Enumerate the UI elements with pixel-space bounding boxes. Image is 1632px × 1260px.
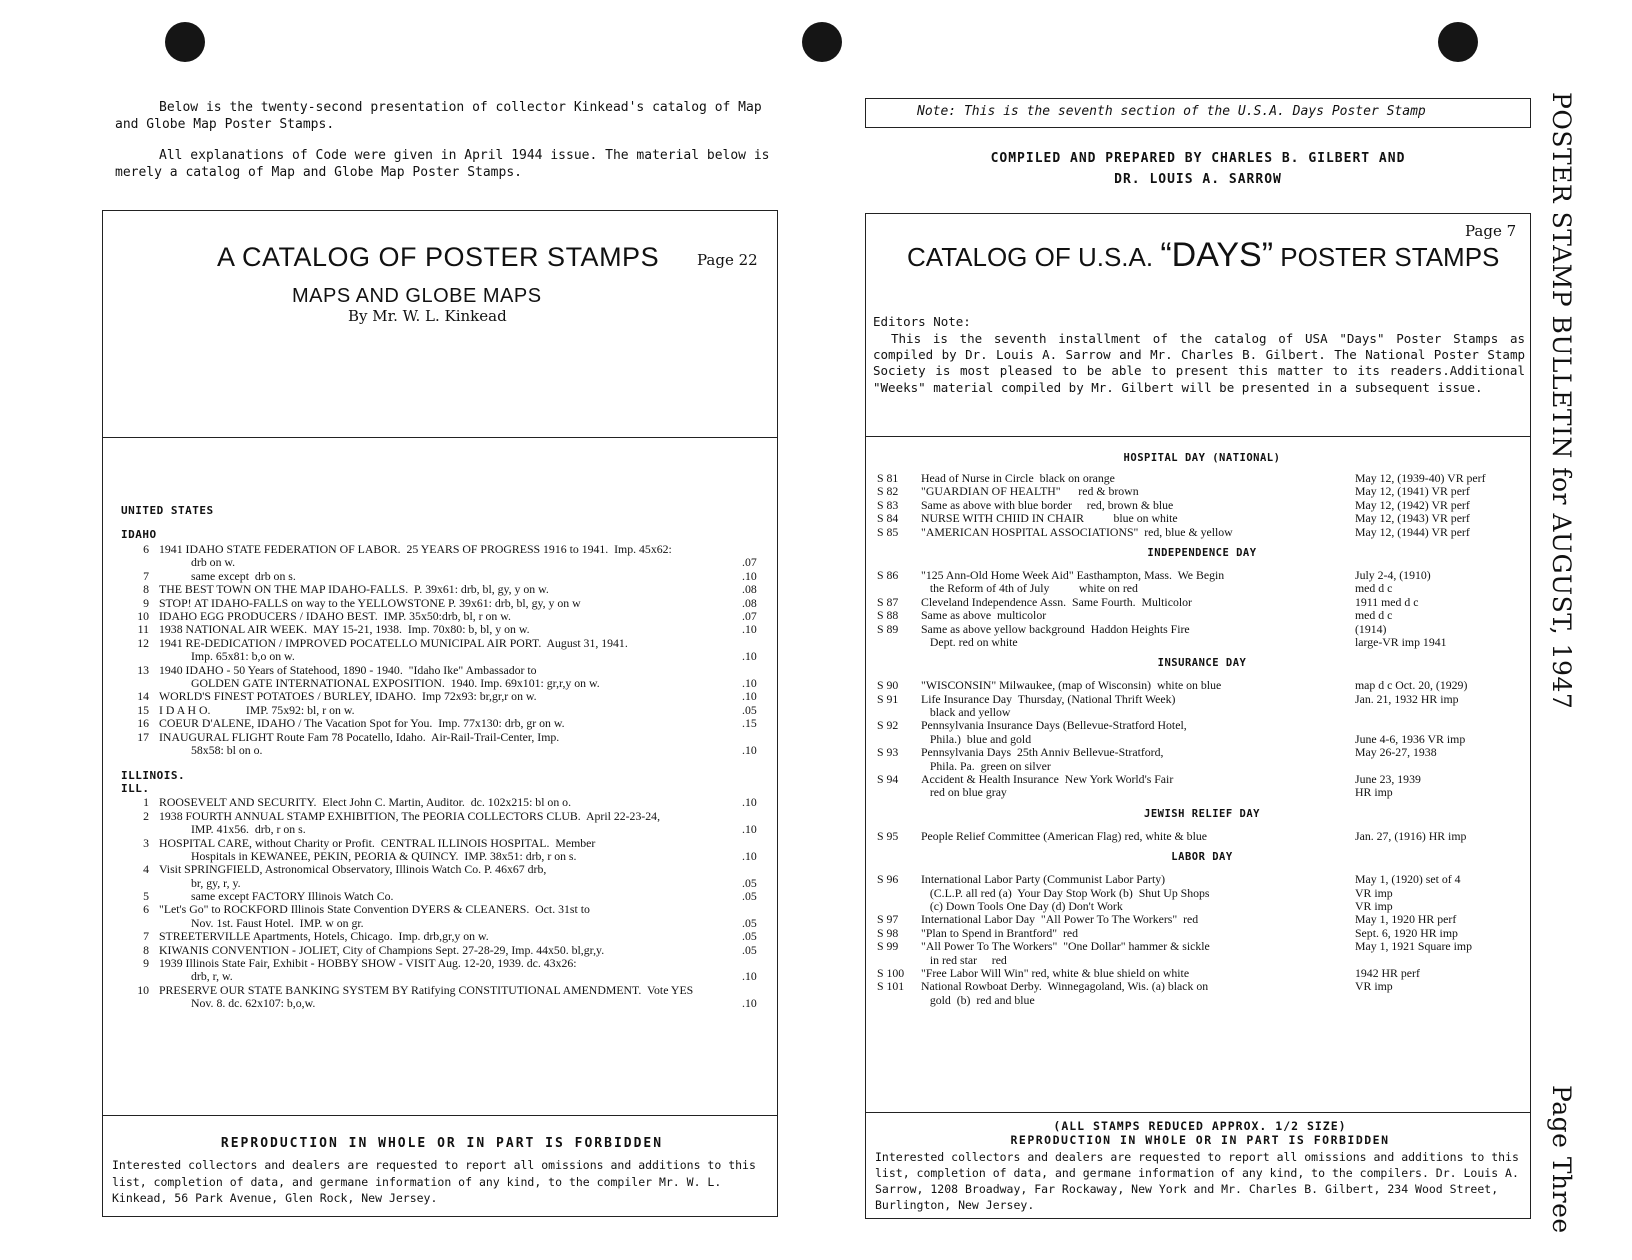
stamp-entry bbox=[877, 596, 1527, 609]
stamp-date-format: large-VR imp 1941 bbox=[1355, 634, 1447, 649]
stamp-number: S 84 bbox=[877, 511, 899, 526]
right-footer bbox=[875, 1119, 1525, 1213]
stamp-entry bbox=[877, 499, 1527, 512]
catalog-entry bbox=[121, 623, 766, 636]
stamp-description: Pennsylvania Insurance Days (Bellevue-Stratford Hotel, bbox=[921, 718, 1187, 733]
country-heading: UNITED STATES bbox=[121, 504, 214, 517]
stamp-description: International Labor Party (Communist Labor Party) bbox=[921, 872, 1166, 887]
stamp-entry bbox=[877, 994, 1527, 1007]
stamp-description: (C.L.P. all red (a) Your Day Stop Work (b) Shut Up Shops bbox=[921, 885, 1210, 900]
stamp-description: gold (b) red and blue bbox=[921, 992, 1035, 1007]
days-section-heading: JEWISH RELIEF DAY bbox=[1144, 807, 1260, 820]
stamp-date-format: May 1, 1921 Square imp bbox=[1355, 939, 1472, 954]
stamp-entry bbox=[877, 733, 1527, 746]
stamp-entry bbox=[877, 719, 1527, 732]
stamp-date-format: May 1, (1920) set of 4 bbox=[1355, 872, 1461, 887]
entry-number: 17 bbox=[137, 729, 149, 744]
entry-text: WORLD'S FINEST POTATOES / BURLEY, IDAHO. Imp 72x93: br,gr,r on w. bbox=[159, 689, 537, 704]
stamp-date-format: VR imp bbox=[1355, 885, 1393, 900]
stamp-description: "GUARDIAN OF HEALTH" red & brown bbox=[921, 484, 1139, 499]
punch-hole-right bbox=[1438, 22, 1478, 62]
title-part-poster-stamps: POSTER STAMPS bbox=[1280, 242, 1500, 272]
stamp-description: National Rowboat Derby. Winnegagoland, Wis. (a) black on bbox=[921, 979, 1209, 994]
stamp-number: S 86 bbox=[877, 567, 899, 582]
left-header-divider bbox=[102, 437, 778, 438]
entry-price: .10 bbox=[742, 969, 757, 984]
section-heading-illinois: ILLINOIS. bbox=[121, 769, 186, 783]
entry-number: 5 bbox=[143, 889, 149, 904]
entry-text: Imp. 65x81: b,o on w. bbox=[191, 649, 295, 664]
entry-price: .08 bbox=[742, 582, 757, 597]
stamp-number: S 82 bbox=[877, 484, 899, 499]
entry-price: .05 bbox=[742, 942, 757, 957]
stamp-description: Same as above yellow background Haddon Heights Fire bbox=[921, 621, 1190, 636]
stamp-entry bbox=[877, 900, 1527, 913]
stamp-date-format: 1911 med d c bbox=[1355, 594, 1419, 609]
entry-text: 1941 IDAHO STATE FEDERATION OF LABOR. 25 YEARS OF PROGRESS 1916 to 1941. Imp. 45x62: bbox=[159, 542, 672, 556]
section-abbr-illinois: ILL. bbox=[121, 782, 150, 796]
intro-paragraph-2: All explanations of Code were given in April 1944 issue. The material below is merely a catalog of Map and Globe Map Poster Stamps. bbox=[115, 148, 770, 180]
left-catalog-title: A CATALOG OF POSTER STAMPS bbox=[217, 242, 660, 272]
entry-text: THE BEST TOWN ON THE MAP IDAHO-FALLS. P. 39x61: drb, bl, gy, y on w. bbox=[159, 582, 549, 597]
illinois-entries bbox=[121, 796, 766, 1010]
entry-price: .10 bbox=[742, 822, 757, 837]
entry-price: .05 bbox=[742, 875, 757, 890]
entry-text: GOLDEN GATE INTERNATIONAL EXPOSITION. 1940. Imp. 69x101: gr,r,y on w. bbox=[191, 675, 600, 690]
stamp-date-format: med d c bbox=[1355, 608, 1393, 623]
catalog-entry bbox=[121, 944, 766, 957]
catalog-entry bbox=[121, 863, 766, 890]
bulletin-masthead: POSTER STAMP BULLETIN for AUGUST, 1947 bbox=[1547, 92, 1576, 710]
stamp-description: red on blue gray bbox=[921, 785, 1007, 800]
stamp-entry bbox=[877, 609, 1527, 622]
entry-text: Nov. 8. dc. 62x107: b,o,w. bbox=[191, 996, 316, 1011]
stamp-entry bbox=[877, 746, 1527, 759]
stamp-entry bbox=[877, 927, 1527, 940]
entry-number: 7 bbox=[143, 568, 149, 583]
stamp-number: S 87 bbox=[877, 594, 899, 609]
left-footer-title: REPRODUCTION IN WHOLE OR IN PART IS FORBIDDEN bbox=[220, 1136, 664, 1151]
right-footer-title: REPRODUCTION IN WHOLE OR IN PART IS FORBIDDEN bbox=[1010, 1133, 1390, 1147]
catalog-entry bbox=[121, 984, 766, 1011]
stamp-description: "WISCONSIN" Milwaukee, (map of Wisconsin) white on blue bbox=[921, 678, 1222, 693]
stamp-entry bbox=[877, 472, 1527, 485]
stamp-date-format: July 2-4, (1910) bbox=[1355, 567, 1431, 582]
entry-text: drb on w. bbox=[191, 555, 236, 570]
right-header-divider bbox=[865, 436, 1531, 437]
entry-price: .10 bbox=[742, 568, 757, 583]
stamp-entry bbox=[877, 623, 1527, 636]
stamp-entry bbox=[877, 512, 1527, 525]
right-listing bbox=[877, 452, 1527, 1007]
entry-number: 16 bbox=[137, 716, 149, 731]
stamp-date-format: June 23, 1939 bbox=[1355, 772, 1421, 787]
stamp-description: Accident & Health Insurance New York World's Fair bbox=[921, 772, 1174, 787]
right-note: Note: This is the seventh section of the U.S.A. Days Poster Stamp bbox=[917, 104, 1426, 119]
catalog-entry bbox=[121, 957, 766, 984]
stamp-date-format: May 12, (1941) VR perf bbox=[1355, 484, 1470, 499]
entry-text: COEUR D'ALENE, IDAHO / The Vacation Spot for You. Imp. 77x130: drb, gr on w. bbox=[159, 716, 565, 731]
right-page-number: Page 7 bbox=[1465, 222, 1517, 240]
entry-text: 1939 Illinois State Fair, Exhibit - HOBBY SHOW - VISIT Aug. 12-20, 1939. dc. 43x26: bbox=[159, 956, 577, 971]
stamp-date-format: med d c bbox=[1355, 581, 1393, 596]
entry-price: .10 bbox=[742, 996, 757, 1011]
entry-price: .07 bbox=[742, 555, 757, 570]
reduced-size-note: (ALL STAMPS REDUCED APPROX. 1/2 SIZE) bbox=[1053, 1119, 1347, 1133]
stamp-description: Dept. red on white bbox=[921, 634, 1018, 649]
entry-price: .10 bbox=[742, 742, 757, 757]
stamp-entry bbox=[877, 706, 1527, 719]
stamp-description: black and yellow bbox=[921, 705, 1011, 720]
entry-text: ROOSEVELT AND SECURITY. Elect John C. Martin, Auditor. dc. 102x215: bl on o. bbox=[159, 795, 572, 810]
entry-price: .15 bbox=[742, 716, 757, 731]
stamp-description: "125 Ann-Old Home Week Aid" Easthampton, Mass. We Begin bbox=[921, 567, 1225, 582]
stamp-description: People Relief Committee (American Flag) red, white & blue bbox=[921, 828, 1207, 843]
stamp-number: S 95 bbox=[877, 828, 899, 843]
entry-text: 1941 RE-DEDICATION / IMPROVED POCATELLO MUNICIPAL AIR PORT. August 31, 1941. bbox=[159, 635, 628, 650]
entry-price: .10 bbox=[742, 795, 757, 810]
stamp-date-format: HR imp bbox=[1355, 785, 1393, 800]
stamp-number: S 92 bbox=[877, 718, 899, 733]
stamp-description: "All Power To The Workers" "One Dollar" hammer & sickle bbox=[921, 939, 1210, 954]
entry-text: 58x58: bl on o. bbox=[191, 742, 263, 757]
stamp-entry bbox=[877, 636, 1527, 649]
stamp-number: S 93 bbox=[877, 745, 899, 760]
entry-number: 8 bbox=[143, 942, 149, 957]
stamp-entry bbox=[877, 693, 1527, 706]
stamp-date-format: 1942 HR perf bbox=[1355, 965, 1420, 980]
entry-text: drb, r, w. bbox=[191, 969, 233, 984]
entry-text: 1940 IDAHO - 50 Years of Statehood, 1890 - 1940. "Idaho Ike" Ambassador to bbox=[159, 662, 537, 677]
entry-price: .10 bbox=[742, 649, 757, 664]
stamp-entry bbox=[877, 569, 1527, 582]
title-part-days: “DAYS” bbox=[1160, 236, 1274, 274]
entry-text: PRESERVE OUR STATE BANKING SYSTEM BY Ratifying CONSTITUTIONAL AMENDMENT. Vote YES bbox=[159, 982, 694, 997]
entry-number: 9 bbox=[143, 595, 149, 610]
entry-text: Nov. 1st. Faust Hotel. IMP. w on gr. bbox=[191, 915, 364, 930]
entry-number: 12 bbox=[137, 635, 149, 650]
stamp-number: S 83 bbox=[877, 497, 899, 512]
entry-text: 1938 FOURTH ANNUAL STAMP EXHIBITION, The PEORIA COLLECTORS CLUB. April 22-23-24, bbox=[159, 808, 661, 823]
stamp-entry bbox=[877, 773, 1527, 786]
stamp-number: S 90 bbox=[877, 678, 899, 693]
entry-price: .10 bbox=[742, 675, 757, 690]
entry-text: HOSPITAL CARE, without Charity or Profit. CENTRAL ILLINOIS HOSPITAL. Member bbox=[159, 835, 596, 850]
entry-text: "Let's Go" to ROCKFORD Illinois State Convention DYERS & CLEANERS. Oct. 31st to bbox=[159, 902, 590, 917]
stamp-entry bbox=[877, 873, 1527, 886]
entry-number: 3 bbox=[143, 835, 149, 850]
entry-number: 7 bbox=[143, 929, 149, 944]
title-part-catalog: CATALOG OF U.S.A. bbox=[907, 242, 1154, 272]
stamp-number: S 99 bbox=[877, 939, 899, 954]
entry-number: 11 bbox=[137, 622, 149, 637]
stamp-description: Same as above multicolor bbox=[921, 608, 1047, 623]
entry-price: .05 bbox=[742, 889, 757, 904]
stamp-description: in red star red bbox=[921, 952, 1007, 967]
entry-number: 6 bbox=[143, 542, 149, 556]
stamp-number: S 88 bbox=[877, 608, 899, 623]
stamp-number: S 100 bbox=[877, 965, 905, 980]
stamp-entry bbox=[877, 940, 1527, 953]
stamp-description: "AMERICAN HOSPITAL ASSOCIATIONS" red, blue & yellow bbox=[921, 524, 1233, 539]
days-section-heading: HOSPITAL DAY (NATIONAL) bbox=[1123, 452, 1281, 464]
days-section-heading: LABOR DAY bbox=[1171, 851, 1233, 864]
left-footer-divider bbox=[102, 1115, 778, 1116]
stamp-entry bbox=[877, 760, 1527, 773]
catalog-entry bbox=[121, 717, 766, 730]
entry-price: .05 bbox=[742, 702, 757, 717]
left-intro bbox=[115, 99, 775, 195]
stamp-number: S 81 bbox=[877, 471, 899, 485]
stamp-entry bbox=[877, 582, 1527, 595]
entry-text: Visit SPRINGFIELD, Astronomical Observatory, Illinois Watch Co. P. 46x67 drb, bbox=[159, 862, 547, 877]
entry-text: same except FACTORY Illinois Watch Co. bbox=[191, 889, 394, 904]
stamp-description: Head of Nurse in Circle black on orange bbox=[921, 471, 1115, 485]
stamp-date-format: May 12, (1942) VR perf bbox=[1355, 497, 1470, 512]
stamp-description: Same as above with blue border red, brown & blue bbox=[921, 497, 1174, 512]
catalog-entry bbox=[121, 903, 766, 930]
catalog-entry bbox=[121, 837, 766, 864]
stamp-description: (c) Down Tools One Day (d) Don't Work bbox=[921, 898, 1123, 913]
compiled-by-line-2: DR. LOUIS A. SARROW bbox=[1114, 172, 1282, 187]
intro-paragraph-1: Below is the twenty-second presentation of collector Kinkead's catalog of Map and Globe Map Poster Stamps. bbox=[115, 100, 762, 132]
stamp-number: S 96 bbox=[877, 872, 899, 887]
stamp-entry bbox=[877, 679, 1527, 692]
stamp-description: Phila.) blue and gold bbox=[921, 731, 1032, 746]
stamp-date-format: VR imp bbox=[1355, 979, 1393, 994]
entry-number: 15 bbox=[137, 702, 149, 717]
right-catalog-title bbox=[907, 236, 1499, 275]
entry-text: IMP. 41x56. drb, r on s. bbox=[191, 822, 306, 837]
punch-hole-center bbox=[802, 22, 842, 62]
editors-note-text: This is the seventh installment of the catalog of USA "Days" Poster Stamps as compiled by Dr. Louis A. Sarrow and Mr. Charles B. Gilbert. The National Poster Stamp Society is most pleased to be able to present this matter to its readers.Additional "Weeks" material compiled by Mr. Gilbert will be presented in a subsequent issue. bbox=[873, 331, 1525, 395]
punch-hole-left bbox=[165, 22, 205, 62]
stamp-number: S 94 bbox=[877, 772, 899, 787]
entry-text: INAUGURAL FLIGHT Route Fam 78 Pocatello, Idaho. Air-Rail-Trail-Center, Imp. bbox=[159, 729, 560, 744]
stamp-date-format: Jan. 21, 1932 HR imp bbox=[1355, 691, 1459, 706]
stamp-entry bbox=[877, 967, 1527, 980]
stamp-date-format: May 1, 1920 HR perf bbox=[1355, 912, 1457, 927]
left-page-number: Page 22 bbox=[697, 251, 758, 269]
entry-number: 10 bbox=[137, 608, 149, 623]
stamp-description: NURSE WITH CHIID IN CHAIR blue on white bbox=[921, 511, 1178, 526]
entry-number: 6 bbox=[143, 902, 149, 917]
entry-text: Hospitals in KEWANEE, PEKIN, PEORIA & QUINCY. IMP. 38x51: drb, r on s. bbox=[191, 848, 577, 863]
section-heading-idaho: IDAHO bbox=[121, 528, 157, 541]
catalog-entry bbox=[121, 543, 766, 570]
catalog-entry bbox=[121, 810, 766, 837]
catalog-entry bbox=[121, 583, 766, 596]
stamp-description: Life Insurance Day Thursday, (National Thrift Week) bbox=[921, 691, 1176, 706]
stamp-description: Phila. Pa. green on silver bbox=[921, 758, 1051, 773]
entry-text: I D A H O. IMP. 75x92: bl, r on w. bbox=[159, 702, 355, 717]
stamp-description: "Free Labor Will Win" red, white & blue shield on white bbox=[921, 965, 1190, 980]
catalog-entry bbox=[121, 570, 766, 583]
stamp-date-format: May 12, (1943) VR perf bbox=[1355, 511, 1470, 526]
catalog-entry bbox=[121, 597, 766, 610]
entry-price: .10 bbox=[742, 622, 757, 637]
entry-price: .05 bbox=[742, 915, 757, 930]
stamp-description: International Labor Day "All Power To The Workers" red bbox=[921, 912, 1199, 927]
catalog-entry bbox=[121, 890, 766, 903]
catalog-entry bbox=[121, 664, 766, 691]
entry-number: 8 bbox=[143, 582, 149, 597]
left-catalog-subtitle: MAPS AND GLOBE MAPS bbox=[292, 285, 542, 307]
stamp-number: S 101 bbox=[877, 979, 905, 994]
entry-text: STOP! AT IDAHO-FALLS on way to the YELLOWSTONE P. 39x61: drb, bl, gy, y on w bbox=[159, 595, 581, 610]
stamp-date-format: Sept. 6, 1920 HR imp bbox=[1355, 925, 1458, 940]
right-footer-text: Interested collectors and dealers are requested to report all omissions and additions to this list, completion of data, and germane information of any kind, to the compilers. Dr. Louis A. Sarrow, 1208 Broadway, Far Rockaway, New York and Mr. Charles B. Gilbert, 234 Wood Street, Burlington, New Jersey. bbox=[875, 1150, 1519, 1212]
stamp-date-format: (1914) bbox=[1355, 621, 1387, 636]
stamp-entry bbox=[877, 954, 1527, 967]
editors-note-label: Editors Note: bbox=[873, 314, 971, 329]
stamp-date-format: June 4-6, 1936 VR imp bbox=[1355, 731, 1466, 746]
stamp-entry bbox=[877, 913, 1527, 926]
entry-number: 10 bbox=[137, 982, 149, 997]
catalog-entry bbox=[121, 930, 766, 943]
entry-number: 14 bbox=[137, 689, 149, 704]
entry-text: br, gy, r, y. bbox=[191, 875, 241, 890]
stamp-date-format: May 26-27, 1938 bbox=[1355, 745, 1437, 760]
catalog-entry bbox=[121, 704, 766, 717]
days-section-heading: INDEPENDENCE DAY bbox=[1147, 546, 1257, 559]
entry-price: .08 bbox=[742, 595, 757, 610]
stamp-description: Cleveland Independence Assn. Same Fourth. Multicolor bbox=[921, 594, 1192, 609]
entry-number: 9 bbox=[143, 956, 149, 971]
stamp-number: S 85 bbox=[877, 524, 899, 539]
catalog-entry bbox=[121, 796, 766, 809]
entry-number: 4 bbox=[143, 862, 149, 877]
stamp-number: S 91 bbox=[877, 691, 899, 706]
entry-text: 1938 NATIONAL AIR WEEK. MAY 15-21, 1938. Imp. 70x80: b, bl, y on w. bbox=[159, 622, 530, 637]
left-footer bbox=[112, 1136, 772, 1207]
idaho-entries bbox=[121, 543, 766, 757]
left-footer-text: Interested collectors and dealers are requested to report all omissions and additions to this list, completion of data, and germane information of any kind, to the compiler Mr. W. L. Kinkead, 56 Park Avenue, Glen Rock, New Jersey. bbox=[112, 1158, 756, 1205]
stamp-number: S 97 bbox=[877, 912, 899, 927]
stamp-description: the Reform of 4th of July white on red bbox=[921, 581, 1138, 596]
stamp-description: Pennsylvania Days 25th Anniv Bellevue-Stratford, bbox=[921, 745, 1164, 760]
entry-text: STREETERVILLE Apartments, Hotels, Chicago. Imp. drb,gr,y on w. bbox=[159, 929, 489, 944]
entry-text: IDAHO EGG PRODUCERS / IDAHO BEST. IMP. 35x50:drb, bl, r on w. bbox=[159, 608, 511, 623]
entry-price: .05 bbox=[742, 929, 757, 944]
entry-number: 13 bbox=[137, 662, 149, 677]
stamp-number: S 89 bbox=[877, 621, 899, 636]
catalog-entry bbox=[121, 610, 766, 623]
entry-number: 1 bbox=[143, 795, 149, 810]
stamp-date-format: Jan. 27, (1916) HR imp bbox=[1355, 828, 1467, 843]
stamp-date-format: VR imp bbox=[1355, 898, 1393, 913]
entry-text: KIWANIS CONVENTION - JOLIET, City of Champions Sept. 27-28-29, Imp. 44x50. bl,gr,y. bbox=[159, 942, 605, 957]
right-footer-divider bbox=[865, 1112, 1531, 1113]
stamp-date-format: map d c Oct. 20, (1929) bbox=[1355, 678, 1468, 693]
stamp-entry bbox=[877, 786, 1527, 799]
days-sections bbox=[877, 452, 1527, 1007]
page-three-label: Page Three bbox=[1547, 1085, 1576, 1234]
entry-text: same except drb on s. bbox=[191, 568, 296, 583]
stamp-number: S 98 bbox=[877, 925, 899, 940]
entry-price: .10 bbox=[742, 689, 757, 704]
catalog-entry bbox=[121, 731, 766, 758]
entry-price: .07 bbox=[742, 608, 757, 623]
left-byline: By Mr. W. L. Kinkead bbox=[348, 307, 507, 325]
stamp-date-format: May 12, (1944) VR perf bbox=[1355, 524, 1470, 539]
stamp-entry bbox=[877, 485, 1527, 498]
stamp-entry bbox=[877, 887, 1527, 900]
stamp-date-format: May 12, (1939-40) VR perf bbox=[1355, 471, 1486, 485]
compiled-by-line-1: COMPILED AND PREPARED BY CHARLES B. GILBERT AND bbox=[990, 151, 1406, 166]
stamp-entry bbox=[877, 830, 1527, 843]
days-section-heading: INSURANCE DAY bbox=[1157, 657, 1247, 670]
stamp-entry bbox=[877, 526, 1527, 539]
stamp-entry bbox=[877, 980, 1527, 993]
catalog-entry bbox=[121, 690, 766, 703]
entry-number: 2 bbox=[143, 808, 149, 823]
stamp-description: "Plan to Spend in Brantford" red bbox=[921, 925, 1079, 940]
entry-price: .10 bbox=[742, 848, 757, 863]
left-listing bbox=[121, 528, 766, 1011]
catalog-entry bbox=[121, 637, 766, 664]
